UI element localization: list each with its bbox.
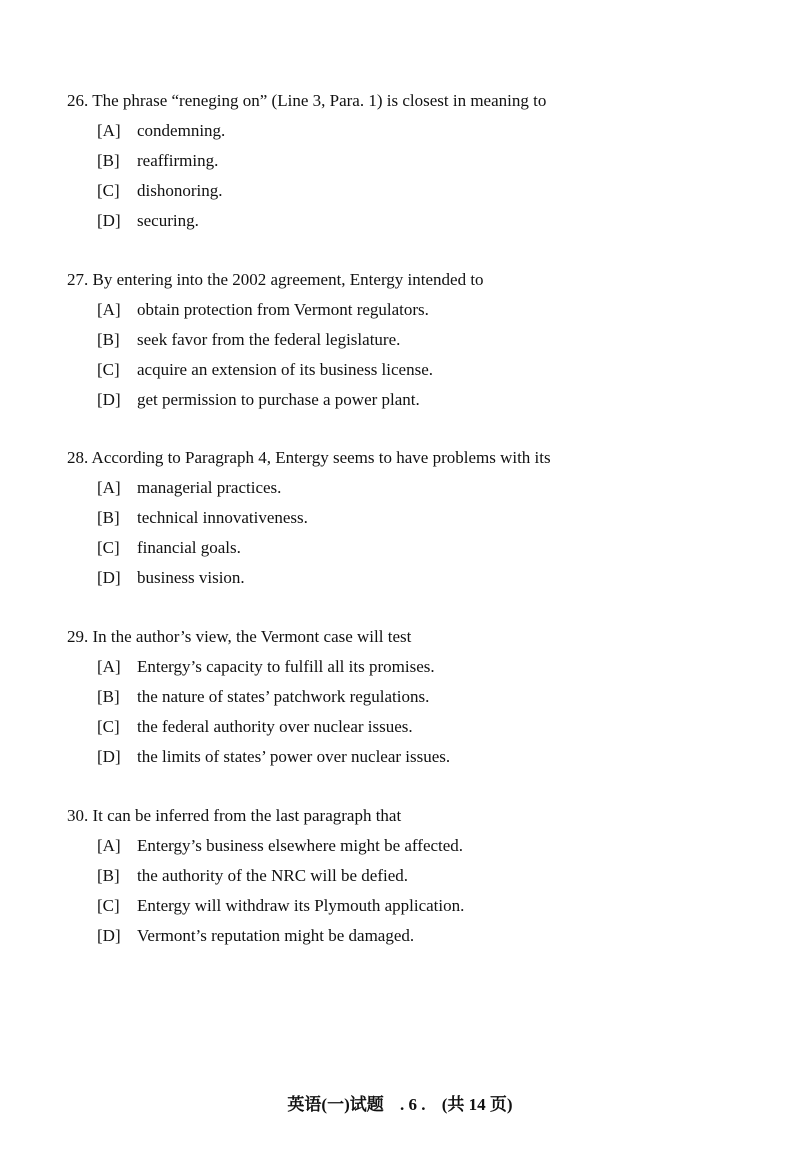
answer-option bbox=[67, 533, 767, 563]
question-stem: 30. It can be inferred from the last paragraph that bbox=[67, 806, 402, 825]
option-text: technical innovativeness. bbox=[137, 508, 308, 527]
option-text: the limits of states’ power over nuclear issues. bbox=[137, 747, 451, 766]
option-text: Entergy’s business elsewhere might be affected. bbox=[137, 836, 464, 855]
answer-option bbox=[67, 503, 767, 533]
question-block bbox=[67, 265, 767, 415]
answer-option bbox=[67, 742, 767, 772]
answer-option bbox=[67, 206, 767, 236]
option-text: condemning. bbox=[137, 121, 226, 140]
answer-option bbox=[67, 385, 767, 415]
option-text: reaffirming. bbox=[137, 151, 219, 170]
answer-option bbox=[67, 712, 767, 742]
answer-option bbox=[67, 176, 767, 206]
option-label: [D] bbox=[97, 926, 121, 945]
question-block bbox=[67, 801, 767, 951]
option-label: [D] bbox=[97, 390, 121, 409]
option-label: [C] bbox=[97, 896, 120, 915]
answer-option bbox=[67, 473, 767, 503]
answer-option bbox=[67, 295, 767, 325]
option-text: managerial practices. bbox=[137, 478, 282, 497]
option-text: Entergy’s capacity to fulfill all its promises. bbox=[137, 657, 435, 676]
option-text: dishonoring. bbox=[137, 181, 223, 200]
option-label: [C] bbox=[97, 717, 120, 736]
option-text: Vermont’s reputation might be damaged. bbox=[137, 926, 415, 945]
option-text: seek favor from the federal legislature. bbox=[137, 330, 401, 349]
option-label: [C] bbox=[97, 538, 120, 557]
answer-option bbox=[67, 921, 767, 951]
question-block bbox=[67, 622, 767, 772]
question-stem: 27. By entering into the 2002 agreement, Entergy intended to bbox=[67, 270, 484, 289]
option-text: Entergy will withdraw its Plymouth application. bbox=[137, 896, 465, 915]
answer-option bbox=[67, 116, 767, 146]
option-label: [A] bbox=[97, 300, 121, 319]
option-label: [B] bbox=[97, 687, 120, 706]
option-label: [D] bbox=[97, 568, 121, 587]
footer-title: 英语(一)试题 bbox=[287, 1095, 384, 1114]
answer-option bbox=[67, 682, 767, 712]
option-text: obtain protection from Vermont regulators. bbox=[137, 300, 429, 319]
option-text: acquire an extension of its business license. bbox=[137, 360, 434, 379]
option-text: get permission to purchase a power plant. bbox=[137, 390, 420, 409]
question-block bbox=[67, 443, 767, 593]
page-footer bbox=[0, 1090, 800, 1120]
option-label: [C] bbox=[97, 181, 120, 200]
option-text: the nature of states’ patchwork regulations. bbox=[137, 687, 430, 706]
question-stem: 26. The phrase “reneging on” (Line 3, Para. 1) is closest in meaning to bbox=[67, 91, 547, 110]
option-label: [C] bbox=[97, 360, 120, 379]
option-label: [A] bbox=[97, 121, 121, 140]
question-stem: 29. In the author’s view, the Vermont case will test bbox=[67, 627, 412, 646]
answer-option bbox=[67, 563, 767, 593]
footer-page-number: . 6 . bbox=[400, 1095, 426, 1114]
question-block bbox=[67, 86, 767, 236]
footer-total-pages: (共 14 页) bbox=[441, 1095, 513, 1114]
option-label: [B] bbox=[97, 151, 120, 170]
option-label: [D] bbox=[97, 747, 121, 766]
answer-option bbox=[67, 861, 767, 891]
option-label: [B] bbox=[97, 508, 120, 527]
option-text: business vision. bbox=[137, 568, 245, 587]
answer-option bbox=[67, 831, 767, 861]
question-stem: 28. According to Paragraph 4, Entergy seems to have problems with its bbox=[67, 448, 551, 467]
option-label: [A] bbox=[97, 657, 121, 676]
option-label: [A] bbox=[97, 478, 121, 497]
option-label: [B] bbox=[97, 330, 120, 349]
option-text: financial goals. bbox=[137, 538, 241, 557]
answer-option bbox=[67, 325, 767, 355]
option-label: [D] bbox=[97, 211, 121, 230]
answer-option bbox=[67, 891, 767, 921]
option-label: [A] bbox=[97, 836, 121, 855]
option-label: [B] bbox=[97, 866, 120, 885]
option-text: the authority of the NRC will be defied. bbox=[137, 866, 408, 885]
answer-option bbox=[67, 146, 767, 176]
answer-option bbox=[67, 652, 767, 682]
option-text: the federal authority over nuclear issues. bbox=[137, 717, 413, 736]
answer-option bbox=[67, 355, 767, 385]
option-text: securing. bbox=[137, 211, 199, 230]
